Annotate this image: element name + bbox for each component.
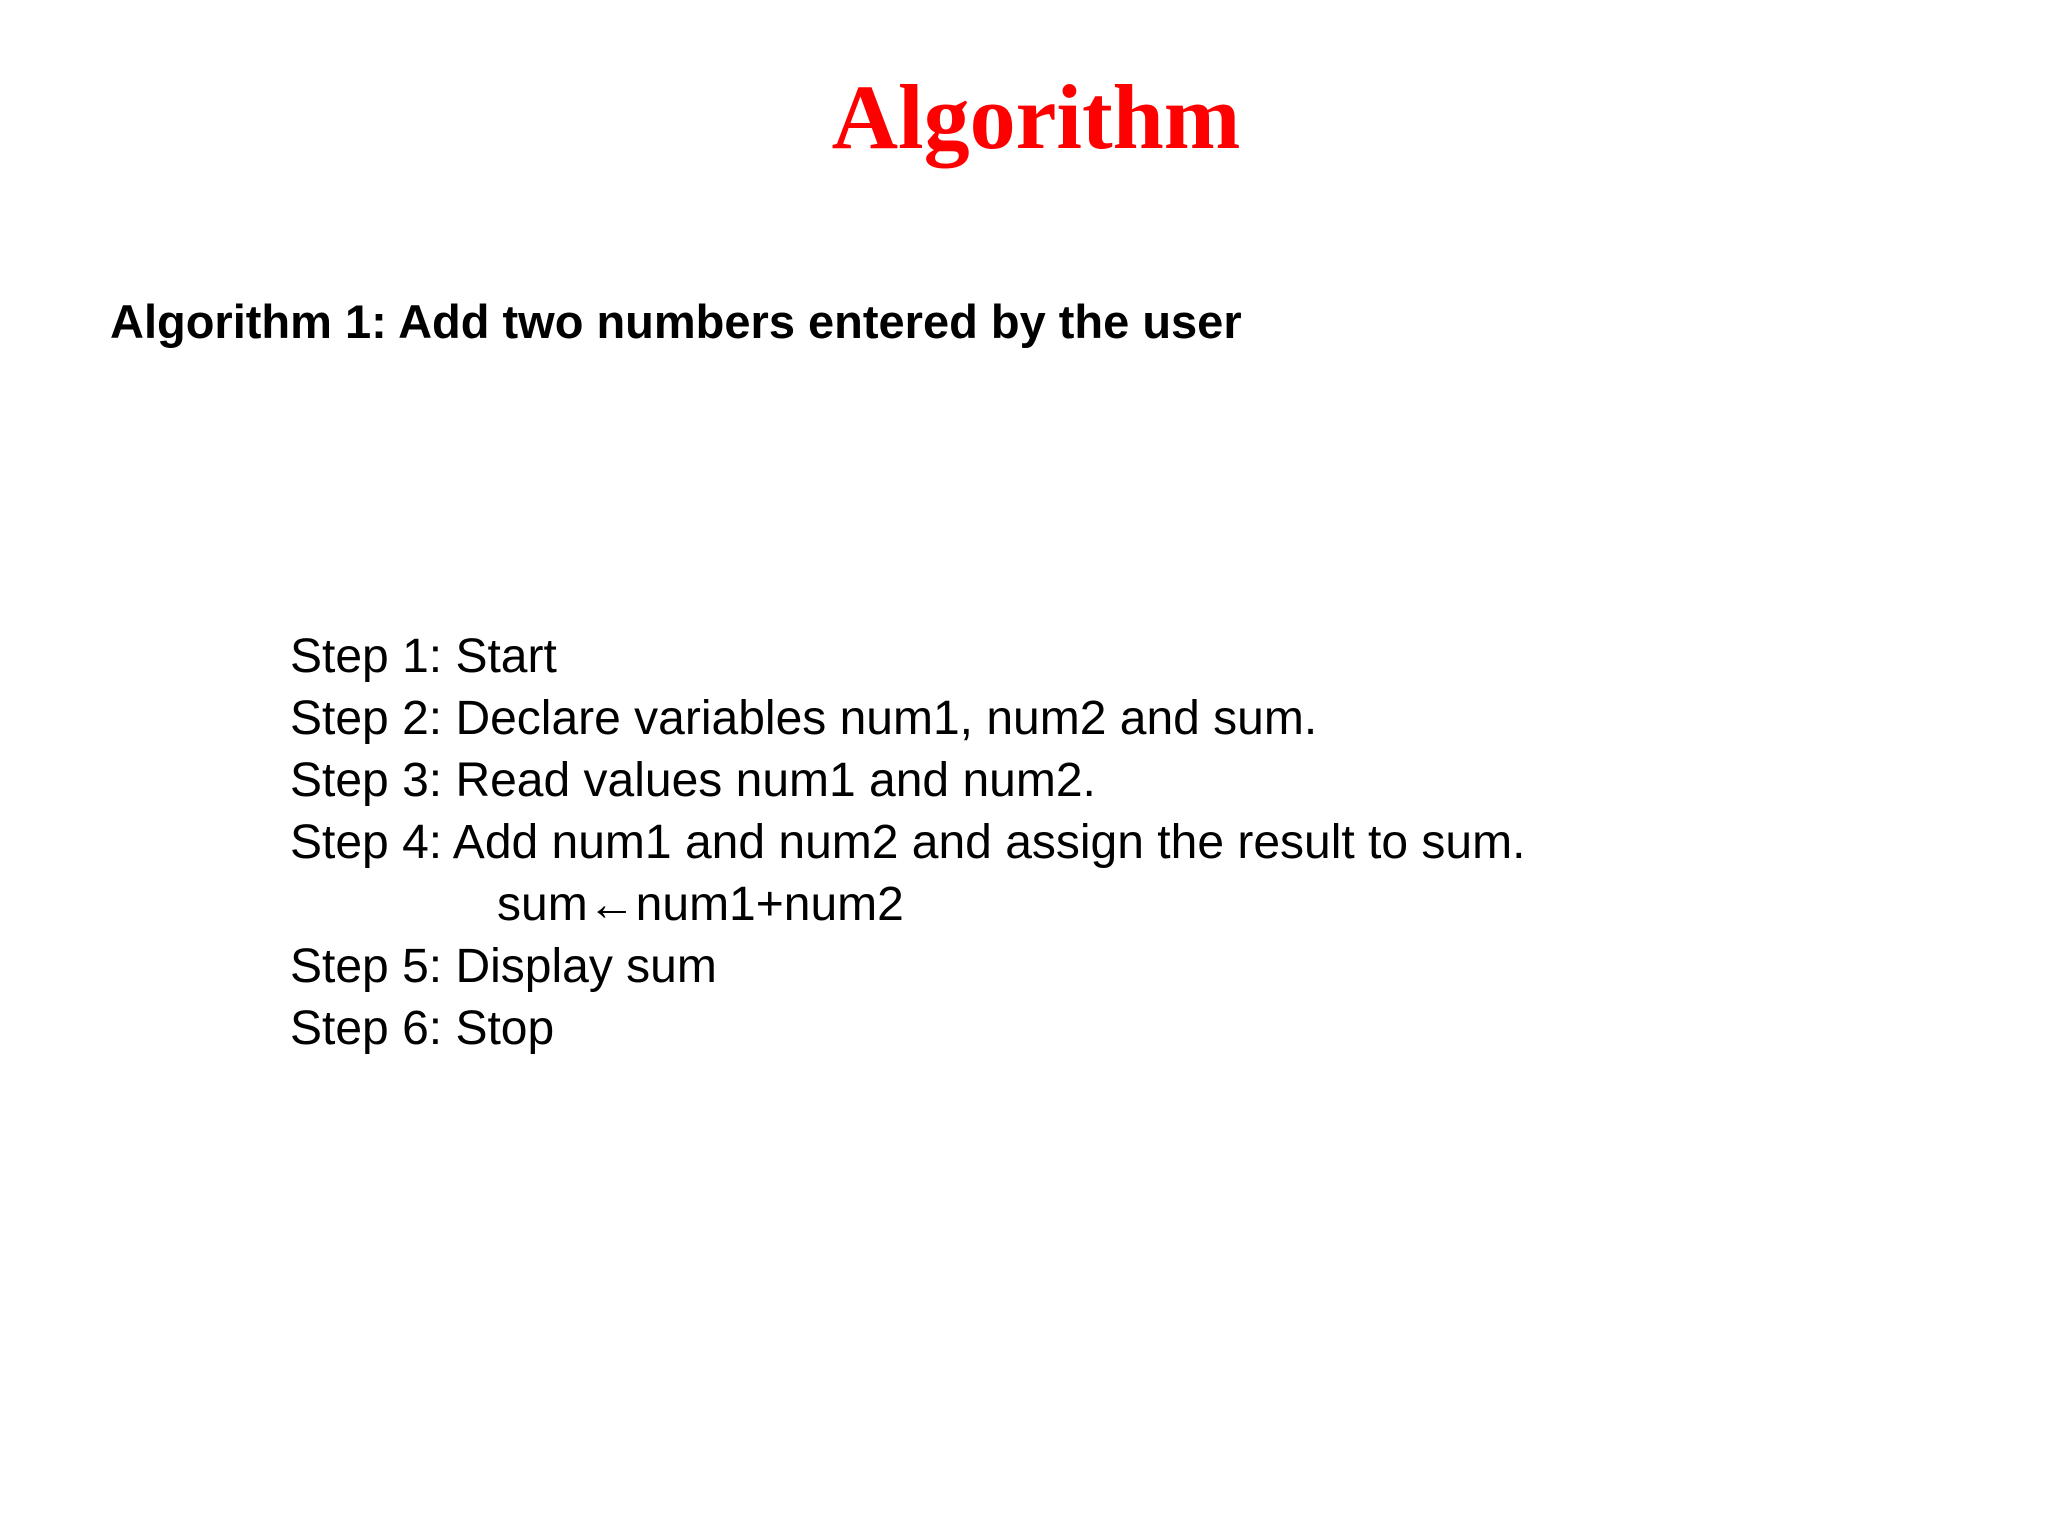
step-1: Step 1: Start [290,630,557,683]
step-2: Step 2: Declare variables num1, num2 and sum. [290,692,1318,745]
slide-title: Algorithm [831,66,1241,168]
step-4-formula: sum←num1+num2 [497,878,904,931]
step-4: Step 4: Add num1 and num2 and assign the result to sum. [290,816,1526,869]
step-5: Step 5: Display sum [290,940,717,993]
step-3: Step 3: Read values num1 and num2. [290,754,1096,807]
step-6: Step 6: Stop [290,1002,555,1055]
steps-list [290,626,1525,1060]
algorithm-heading: Algorithm 1: Add two numbers entered by the user [110,295,1242,348]
